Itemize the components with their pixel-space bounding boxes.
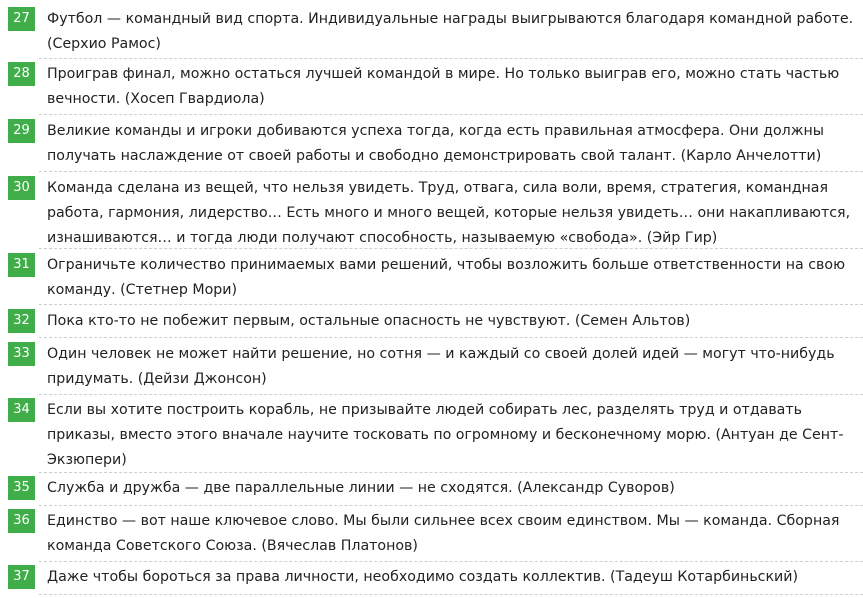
quote-text: Один человек не может найти решение, но сотня — и каждый со своей долей идей — могут что-нибудь придумать. (Дейзи Джонсон) xyxy=(47,346,835,387)
quote-text: Великие команды и игроки добиваются успеха тогда, когда есть правильная атмосфера. Они должны получать наслаждение от своей работы и свободно демонстрировать свой талант. (Карло Анчелотти) xyxy=(47,123,824,164)
divider xyxy=(39,337,863,338)
quote-number-badge: 36 xyxy=(8,509,35,533)
divider xyxy=(39,248,863,249)
quote-number-badge: 35 xyxy=(8,476,35,500)
quote-text: Футбол — командный вид спорта. Индивидуальные награды выигрываются благодаря командной работе. (Серхио Рамос) xyxy=(47,11,854,52)
divider xyxy=(39,114,863,115)
divider xyxy=(39,594,863,595)
quote-text: Команда сделана из вещей, что нельзя увидеть. Труд, отвага, сила воли, время, стратегия, командная работа, гармония, лидерство… Есть много и много вещей, которые нельзя увидеть… они накапливаются, изнашиваются… и тогда люди получают способность, называемую «свобода». (Эйр Гир) xyxy=(47,180,851,246)
quote-text: Служба и дружба — две параллельные линии — не сходятся. (Александр Суворов) xyxy=(47,480,675,496)
quote-number-badge: 33 xyxy=(8,342,35,366)
quote-text: Пока кто-то не побежит первым, остальные опасность не чувствуют. (Семен Альтов) xyxy=(47,313,691,329)
divider xyxy=(39,58,863,59)
quote-text: Проиграв финал, можно остаться лучшей командой в мире. Но только выиграв его, можно стать частью вечности. (Хосеп Гвардиола) xyxy=(47,66,840,107)
divider xyxy=(39,561,863,562)
divider xyxy=(39,171,863,172)
quote-number-badge: 28 xyxy=(8,62,35,86)
divider xyxy=(39,394,863,395)
quote-text: Даже чтобы бороться за права личности, необходимо создать коллектив. (Тадеуш Котарбиньский) xyxy=(47,569,799,585)
quote-number-badge: 29 xyxy=(8,119,35,143)
quote-text: Ограничьте количество принимаемых вами решений, чтобы возложить больше ответственности на свою команду. (Стетнер Мори) xyxy=(47,257,846,298)
quote-number-badge: 30 xyxy=(8,176,35,200)
divider xyxy=(39,472,863,473)
quote-number-badge: 32 xyxy=(8,309,35,333)
divider xyxy=(39,505,863,506)
quote-number-badge: 34 xyxy=(8,398,35,422)
quote-text: Единство — вот наше ключевое слово. Мы были сильнее всех своим единством. Мы — команда. Сборная команда Советского Союза. (Вячеслав Платонов) xyxy=(47,513,840,554)
quote-number-badge: 27 xyxy=(8,7,35,31)
quote-text: Если вы хотите построить корабль, не призывайте людей собирать лес, разделять труд и отдавать приказы, вместо этого вначале научите тосковать по огромному и бесконечному морю. (Антуан де Сент-Экзюпери) xyxy=(47,402,844,468)
quote-number-badge: 31 xyxy=(8,253,35,277)
divider xyxy=(39,304,863,305)
quote-number-badge: 37 xyxy=(8,565,35,589)
